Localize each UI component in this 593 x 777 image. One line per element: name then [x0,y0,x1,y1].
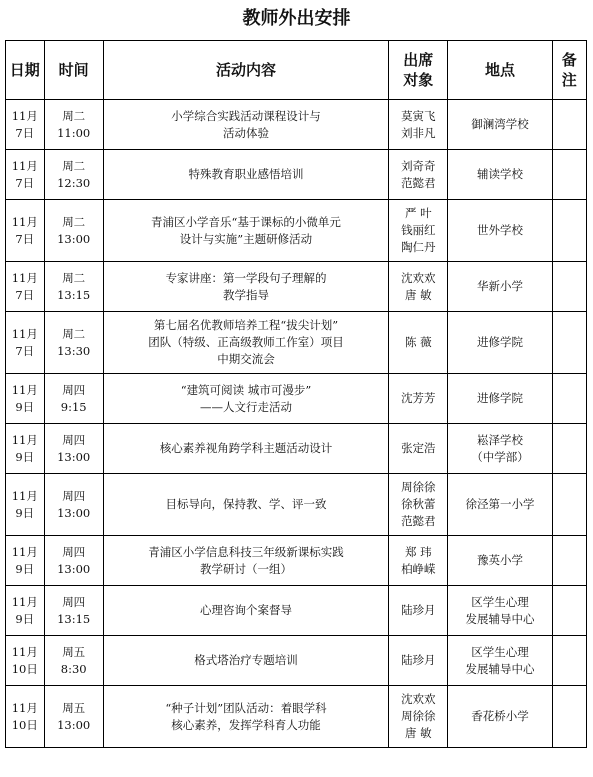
page-title: 教师外出安排 [242,8,351,29]
table-row [6,262,587,312]
table-header-row [6,41,587,100]
table-row [6,100,587,150]
activity-cell: 青浦区小学信息科技三年级新课标实践 教学研讨（一组） [103,536,388,586]
time-label: 13:00 [57,449,91,464]
time-label: 13:00 [57,231,91,246]
location-cell: 香花桥小学 [448,686,552,748]
attendees-cell: 严 叶 钱丽红 陶仁丹 [389,200,448,262]
note-cell [552,200,586,262]
note-cell [552,636,586,686]
header-location: 地点 [448,41,552,100]
weekday-label: 周二 [62,326,86,341]
location-cell: 进修学院 [448,374,552,424]
attendees-cell: 陈 薇 [389,312,448,374]
location-cell: 华新小学 [448,262,552,312]
date-cell: 11月 9日 [6,474,45,536]
location-cell: 豫英小学 [448,536,552,586]
time-label: 13:15 [57,611,91,626]
table-row [6,312,587,374]
activity-cell: 核心素养视角跨学科主题活动设计 [103,424,388,474]
header-note: 备 注 [552,41,586,100]
table-row [6,200,587,262]
note-cell [552,474,586,536]
attendees-cell: 莫寅飞 刘非凡 [389,100,448,150]
attendees-cell: 沈欢欢 周徐徐 唐 敏 [389,686,448,748]
time-cell [44,262,103,312]
note-cell [552,374,586,424]
date-cell: 11月 10日 [6,686,45,748]
date-cell: 11月 9日 [6,536,45,586]
time-label: 13:00 [57,717,91,732]
attendees-cell: 刘奇奇 范懿君 [389,150,448,200]
header-activity: 活动内容 [103,41,388,100]
time-label: 12:30 [57,175,91,190]
location-cell: 区学生心理 发展辅导中心 [448,586,552,636]
location-cell: 进修学院 [448,312,552,374]
date-cell: 11月 9日 [6,424,45,474]
schedule-table [5,40,587,748]
weekday-label: 周二 [62,158,86,173]
date-cell: 11月 7日 [6,262,45,312]
time-label: 11:00 [57,125,91,140]
location-cell: 世外学校 [448,200,552,262]
time-label: 13:15 [57,287,91,302]
time-label: 9:15 [60,399,87,414]
location-cell: 崧泽学校 （中学部） [448,424,552,474]
time-cell [44,686,103,748]
activity-cell: “种子计划”团队活动：着眼学科 核心素养，发挥学科育人功能 [103,686,388,748]
table-row [6,686,587,748]
header-date: 日期 [6,41,45,100]
note-cell [552,536,586,586]
date-cell: 11月 7日 [6,312,45,374]
note-cell [552,312,586,374]
weekday-label: 周二 [62,270,86,285]
attendees-cell: 陆珍月 [389,636,448,686]
weekday-label: 周四 [62,544,86,559]
note-cell [552,686,586,748]
activity-cell: 格式塔治疗专题培训 [103,636,388,686]
attendees-cell: 沈欢欢 唐 敏 [389,262,448,312]
time-cell [44,586,103,636]
attendees-cell: 周徐徐 徐秋蕾 范懿君 [389,474,448,536]
weekday-label: 周二 [62,108,86,123]
time-cell [44,474,103,536]
date-cell: 11月 9日 [6,374,45,424]
time-cell [44,636,103,686]
date-cell: 11月 10日 [6,636,45,686]
table-row [6,424,587,474]
time-cell [44,312,103,374]
time-cell [44,374,103,424]
note-cell [552,150,586,200]
activity-cell: 心理咨询个案督导 [103,586,388,636]
note-cell [552,424,586,474]
table-row [6,474,587,536]
date-cell: 11月 7日 [6,150,45,200]
attendees-cell: 沈芳芳 [389,374,448,424]
attendees-cell: 陆珍月 [389,586,448,636]
location-cell: 徐泾第一小学 [448,474,552,536]
weekday-label: 周四 [62,432,86,447]
time-label: 13:00 [57,505,91,520]
time-cell [44,150,103,200]
note-cell [552,262,586,312]
activity-cell: 特殊教育职业感悟培训 [103,150,388,200]
weekday-label: 周四 [62,488,86,503]
table-row [6,636,587,686]
weekday-label: 周五 [62,700,86,715]
weekday-label: 周二 [62,214,86,229]
location-cell: 区学生心理 发展辅导中心 [448,636,552,686]
attendees-cell: 张定浩 [389,424,448,474]
date-cell: 11月 9日 [6,586,45,636]
activity-cell: 青浦区小学音乐“基于课标的小微单元 设计与实施”主题研修活动 [103,200,388,262]
attendees-cell: 郑 玮 柏峥嵘 [389,536,448,586]
weekday-label: 周五 [62,644,86,659]
header-time: 时间 [44,41,103,100]
table-row [6,150,587,200]
table-row [6,586,587,636]
time-label: 13:00 [57,561,91,576]
activity-cell: 目标导向，保持教、学、评一致 [103,474,388,536]
time-label: 13:30 [57,343,91,358]
activity-cell: 专家讲座：第一学段句子理解的 教学指导 [103,262,388,312]
time-label: 8:30 [60,661,87,676]
table-row [6,374,587,424]
date-cell: 11月 7日 [6,100,45,150]
time-cell [44,424,103,474]
activity-cell: 第七届名优教师培养工程“拔尖计划” 团队（特级、正高级教师工作室）项目 中期交流会 [103,312,388,374]
note-cell [552,100,586,150]
weekday-label: 周四 [62,594,86,609]
time-cell [44,536,103,586]
weekday-label: 周四 [62,382,86,397]
note-cell [552,586,586,636]
header-attendees: 出席 对象 [389,41,448,100]
location-cell: 辅读学校 [448,150,552,200]
time-cell [44,100,103,150]
location-cell: 御澜湾学校 [448,100,552,150]
activity-cell: “建筑可阅读 城市可漫步” ——人文行走活动 [103,374,388,424]
table-row [6,536,587,586]
activity-cell: 小学综合实践活动课程设计与 活动体验 [103,100,388,150]
time-cell [44,200,103,262]
date-cell: 11月 7日 [6,200,45,262]
